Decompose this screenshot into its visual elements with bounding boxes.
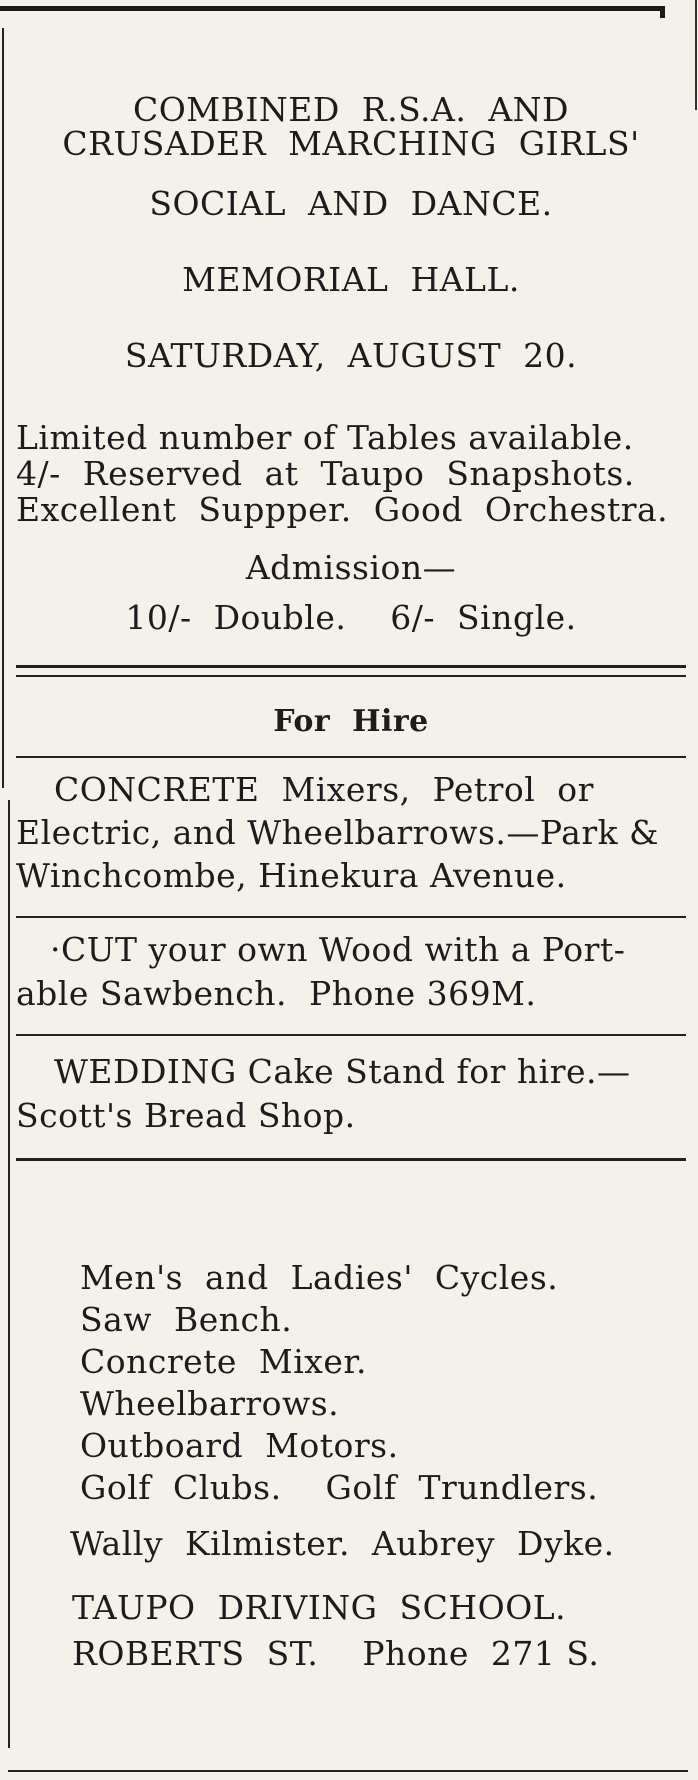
- hire-item: Wheelbarrows.: [80, 1384, 340, 1423]
- social-details-line3: Excellent Suppper. Good Orchestra.: [16, 490, 669, 529]
- hire-ad-wood-line1: ·CUT your own Wood with a Port-: [50, 930, 626, 969]
- hire-ad-concrete-line2: Electric, and Wheelbarrows.—Park &: [16, 813, 659, 852]
- social-date: SATURDAY, AUGUST 20.: [124, 336, 578, 375]
- social-details-line2: 4/- Reserved at Taupo Snapshots.: [16, 454, 635, 493]
- social-venue: MEMORIAL HALL.: [182, 260, 520, 299]
- hire-ad-divider-1: [16, 916, 686, 918]
- hire-ad-wood-line2: able Sawbench. Phone 369M.: [16, 974, 537, 1013]
- hire-item: Concrete Mixer.: [80, 1342, 368, 1381]
- hire-ad-concrete-line3: Winchcombe, Hinekura Avenue.: [16, 856, 567, 895]
- top-rule: [0, 6, 662, 11]
- social-title-line1: COMBINED R.S.A. AND: [132, 90, 569, 129]
- section-divider-double-1: [16, 665, 686, 668]
- hire-item: Saw Bench.: [80, 1300, 293, 1339]
- social-details-line1: Limited number of Tables available.: [16, 418, 634, 457]
- hire-item: Golf Clubs. Golf Trundlers.: [80, 1468, 599, 1507]
- driving-school-owners: Wally Kilmister. Aubrey Dyke.: [70, 1524, 615, 1563]
- driving-school-address: ROBERTS ST. Phone 271 S.: [72, 1634, 600, 1673]
- social-event: SOCIAL AND DANCE.: [149, 184, 553, 223]
- right-column-rule: [695, 0, 697, 110]
- hire-ad-cake-line2: Scott's Bread Shop.: [16, 1096, 356, 1135]
- left-column-rule-lower: [8, 800, 10, 1748]
- bottom-rule: [8, 1770, 688, 1772]
- top-rule-end: [660, 6, 665, 18]
- left-column-rule: [2, 28, 4, 788]
- driving-school-name: TAUPO DRIVING SCHOOL.: [72, 1588, 567, 1627]
- admission-prices: 10/- Double. 6/- Single.: [125, 598, 577, 637]
- hire-item: Men's and Ladies' Cycles.: [80, 1258, 559, 1297]
- hire-ad-concrete-line1: CONCRETE Mixers, Petrol or: [54, 770, 594, 809]
- hire-ad-cake-line1: WEDDING Cake Stand for hire.—: [54, 1052, 631, 1091]
- hire-ad-divider-2: [16, 1034, 686, 1036]
- admission-label: Admission—: [245, 548, 457, 587]
- hire-item: Outboard Motors.: [80, 1426, 399, 1465]
- social-title-line2: CRUSADER MARCHING GIRLS': [62, 124, 640, 163]
- section-divider-double-2: [16, 675, 686, 677]
- for-hire-heading-rule: [16, 756, 686, 758]
- hire-ad-divider-3: [16, 1158, 686, 1161]
- for-hire-heading: For Hire: [273, 704, 429, 739]
